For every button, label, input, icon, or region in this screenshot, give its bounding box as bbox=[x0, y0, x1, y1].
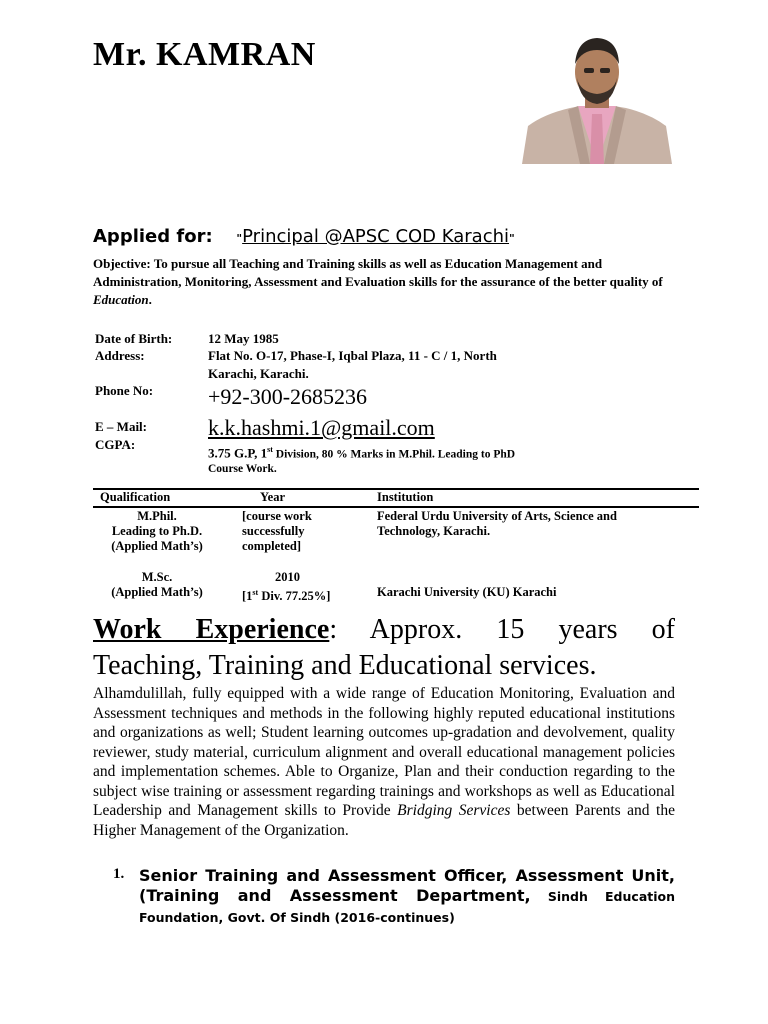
year-percent: Div. 77.25%] bbox=[258, 589, 331, 604]
dob-value: 12 May 1985 bbox=[208, 331, 279, 346]
close-quote: " bbox=[509, 232, 515, 245]
cgpa-main: 3.75 G.P, 1 bbox=[208, 445, 268, 461]
qual-line: M.Sc. bbox=[141, 570, 173, 584]
applied-position: Principal @APSC COD Karachi bbox=[242, 226, 510, 247]
objective-emphasis: Education bbox=[93, 292, 149, 307]
year-line: completed] bbox=[242, 539, 302, 553]
objective bbox=[93, 255, 675, 309]
table-header-rule bbox=[93, 506, 699, 508]
job-title: Senior Training and Assessment Officer, Assessment Unit, (Training and Assessment Department, bbox=[139, 866, 675, 905]
header-year: Year bbox=[260, 490, 285, 504]
address-label: Address: bbox=[95, 348, 145, 363]
header-qualification: Qualification bbox=[100, 490, 171, 504]
cgpa-detail: Division, 80 % Marks in M.Phil. Leading to PhD bbox=[272, 448, 516, 461]
work-summary-2: Teaching, Training and Educational services. bbox=[93, 650, 597, 681]
header-institution: Institution bbox=[377, 490, 434, 504]
inst-line: Technology, Karachi. bbox=[377, 524, 491, 538]
objective-end: . bbox=[148, 292, 152, 307]
para-text: Alhamdulillah, fully equipped with a wide range of Education Monitoring, Evaluation and Assessment techniques and methods in the following highly reputed educational institutions and organizations as well; Student learning outcomes up-gradation and devolvement, quality reviewer, study material, curriculum alignment and overall educational management policies and implementation schemes. Able to Organize, Plan and their conduction regarding to the subject wise training or assessment regarding trainings and workshops as well as Educational Leadership and Management skills to Provide bbox=[93, 685, 675, 819]
table-row-2-year bbox=[242, 570, 342, 604]
applied-for bbox=[93, 226, 515, 247]
phone-value: +92-300-2685236 bbox=[208, 384, 368, 409]
applied-for-label: Applied for: bbox=[93, 226, 213, 247]
inst-line: Federal Urdu University of Arts, Science and bbox=[377, 509, 617, 523]
cgpa-sup: st bbox=[267, 445, 273, 454]
year-division: [1 bbox=[242, 589, 253, 604]
table-row-1-institution bbox=[377, 509, 617, 539]
address-line-1: Flat No. O-17, Phase-I, Iqbal Plaza, 11 - C / 1, North bbox=[208, 348, 497, 363]
work-experience-heading bbox=[93, 612, 675, 648]
table-row-1-qualification bbox=[93, 509, 221, 554]
email-link[interactable]: k.k.hashmi.1@gmail.com bbox=[208, 415, 435, 440]
year-line: successfully bbox=[242, 524, 305, 538]
para-emph: Services bbox=[458, 802, 511, 819]
work-colon: : bbox=[329, 614, 338, 645]
qual-line: (Applied Math’s) bbox=[111, 539, 203, 553]
para-emph: Bridging bbox=[397, 802, 453, 819]
phone-label: Phone No: bbox=[95, 383, 154, 398]
qual-line: M.Phil. bbox=[137, 509, 177, 523]
qual-line: Leading to Ph.D. bbox=[111, 524, 203, 538]
work-heading: Work Experience bbox=[93, 614, 330, 645]
candidate-name: Mr. KAMRAN bbox=[93, 36, 316, 73]
table-row-1-year bbox=[242, 509, 312, 554]
job-text bbox=[139, 866, 675, 928]
year-line bbox=[242, 585, 342, 604]
para-text-end: between Parents and the Higher Management of the Organization. bbox=[93, 802, 675, 839]
cgpa-label: CGPA: bbox=[95, 437, 136, 452]
objective-text: Objective: To pursue all Teaching and Training skills as well as Education Management and Administration, Monitoring, Assessment and Evaluation skills for the assurance of the better quality of bbox=[93, 256, 663, 289]
job-org: Sindh Education Foundation, Govt. Of Sindh (2016-continues) bbox=[139, 889, 675, 925]
dob-label: Date of Birth: bbox=[95, 331, 173, 346]
profile-photo bbox=[522, 34, 672, 164]
cgpa-value bbox=[208, 445, 515, 461]
work-summary-1: Approx. 15 years of bbox=[337, 614, 675, 645]
year-sup: st bbox=[252, 588, 259, 597]
table-row-2-qualification bbox=[93, 570, 221, 600]
cgpa-line-2: Course Work. bbox=[208, 463, 277, 475]
email-label: E – Mail: bbox=[95, 419, 147, 434]
year-line: [course work bbox=[242, 509, 312, 523]
qual-line: (Applied Math’s) bbox=[111, 585, 203, 599]
job-number: 1. bbox=[113, 866, 125, 882]
table-row-2-institution: Karachi University (KU) Karachi bbox=[377, 585, 557, 599]
address-line-2: Karachi, Karachi. bbox=[208, 366, 309, 381]
year-line: 2010 bbox=[275, 570, 300, 584]
open-quote: " bbox=[236, 232, 243, 245]
work-paragraph bbox=[93, 684, 675, 840]
